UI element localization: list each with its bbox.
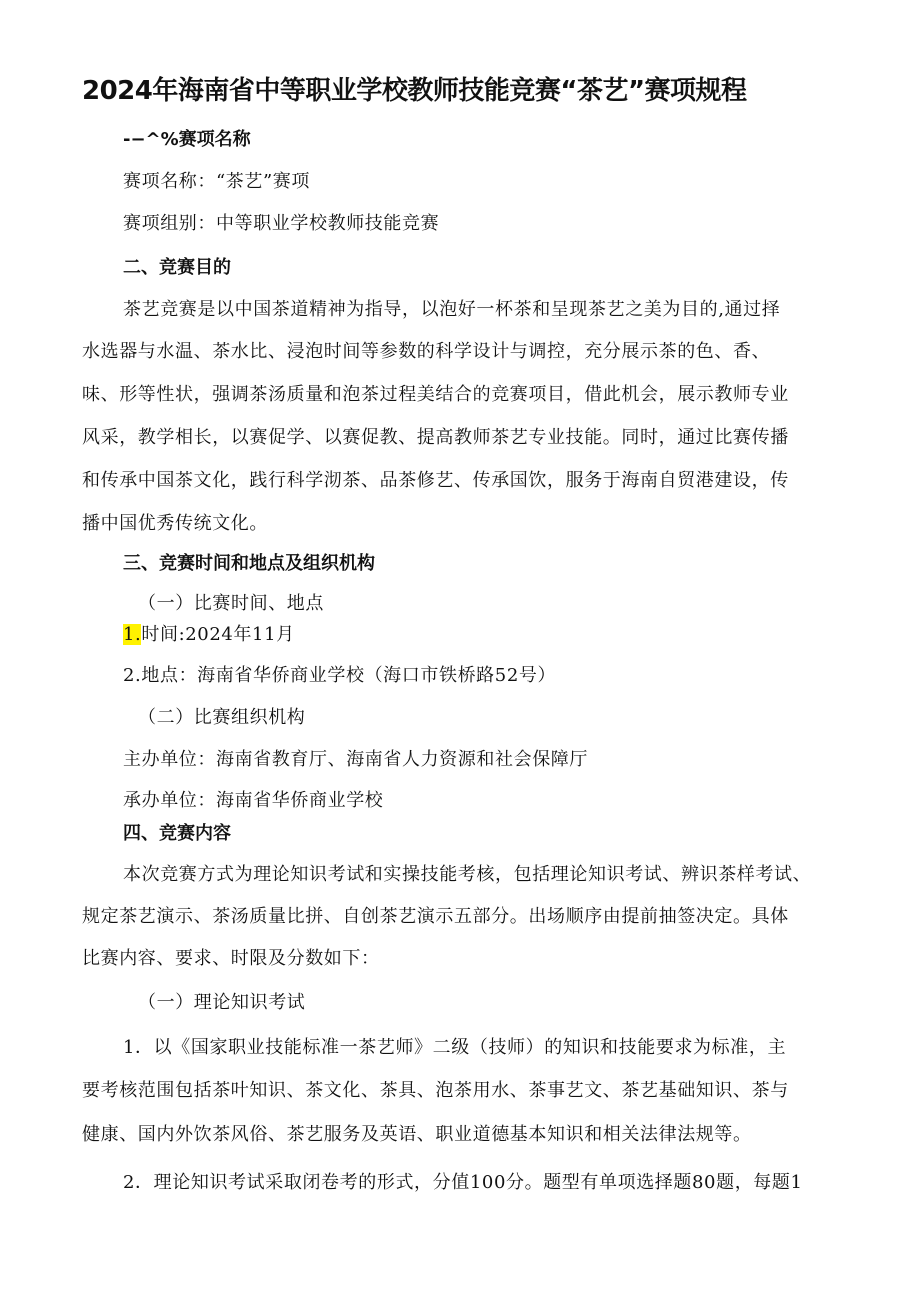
highlighted-number: 1. xyxy=(123,624,142,645)
paragraph-line: 规定茶艺演示、茶汤质量比拼、自创茶艺演示五部分。出场顺序由提前抽签决定。具体 xyxy=(82,906,789,927)
document-title: 2024年海南省中等职业学校教师技能竞赛“茶艺”赛项规程 xyxy=(82,76,747,106)
paragraph-line: 播中国优秀传统文化。 xyxy=(82,513,268,534)
subsection-organization: （二）比赛组织机构 xyxy=(138,707,306,728)
item-time xyxy=(123,623,295,647)
paragraph-line: 要考核范围包括茶叶知识、茶文化、茶具、泡茶用水、茶事艺文、茶艺基础知识、茶与 xyxy=(82,1080,789,1101)
paragraph-line: 健康、国内外饮茶风俗、茶艺服务及英语、职业道德基本知识和相关法律法规等。 xyxy=(82,1124,752,1145)
paragraph-line: 风采，教学相长，以赛促学、以赛促教、提高教师茶艺专业技能。同时，通过比赛传播 xyxy=(82,427,789,448)
section2-heading: 二、竞赛目的 xyxy=(123,257,231,278)
host-unit: 主办单位：海南省教育厅、海南省人力资源和社会保障厅 xyxy=(123,749,588,770)
event-group-line: 赛项组别：中等职业学校教师技能竞赛 xyxy=(123,213,440,234)
section1-heading: -−^%赛项名称 xyxy=(123,129,251,150)
paragraph-line: 1．以《国家职业技能标准一茶艺师》二级（技师）的知识和技能要求为标准，主 xyxy=(123,1037,787,1058)
item-place: 2.地点：海南省华侨商业学校（海口市铁桥路52号） xyxy=(123,665,557,686)
item-time-text: 时间:2024年11月 xyxy=(141,624,295,645)
paragraph-line: 本次竞赛方式为理论知识考试和实操技能考核，包括理论知识考试、辨识茶样考试、 xyxy=(123,864,812,885)
paragraph-line: 比赛内容、要求、时限及分数如下： xyxy=(82,948,380,969)
paragraph-line: 2．理论知识考试采取闭卷考的形式，分值100分。题型有单项选择题80题，每题1 xyxy=(123,1172,803,1193)
paragraph-line: 和传承中国茶文化，践行科学沏茶、品茶修艺、传承国饮，服务于海南自贸港建设，传 xyxy=(82,470,789,491)
section3-heading: 三、竞赛时间和地点及组织机构 xyxy=(123,553,375,574)
paragraph-line: 味、形等性状，强调茶汤质量和泡茶过程美结合的竞赛项目，借此机会，展示教师专业 xyxy=(82,384,789,405)
event-name-line: 赛项名称：“茶艺”赛项 xyxy=(123,171,311,192)
organizer-unit: 承办单位：海南省华侨商业学校 xyxy=(123,790,384,811)
paragraph-line: 水选器与水温、茶水比、浸泡时间等参数的科学设计与调控，充分展示茶的色、香、 xyxy=(82,341,771,362)
section4-heading: 四、竞赛内容 xyxy=(123,823,231,844)
paragraph-line: 茶艺竞赛是以中国茶道精神为指导，以泡好一杯茶和呈现茶艺之美为目的,通过择 xyxy=(123,299,781,320)
subsection-theory-exam: （一）理论知识考试 xyxy=(138,992,306,1013)
subsection-time-place: （一）比赛时间、地点 xyxy=(138,593,324,614)
